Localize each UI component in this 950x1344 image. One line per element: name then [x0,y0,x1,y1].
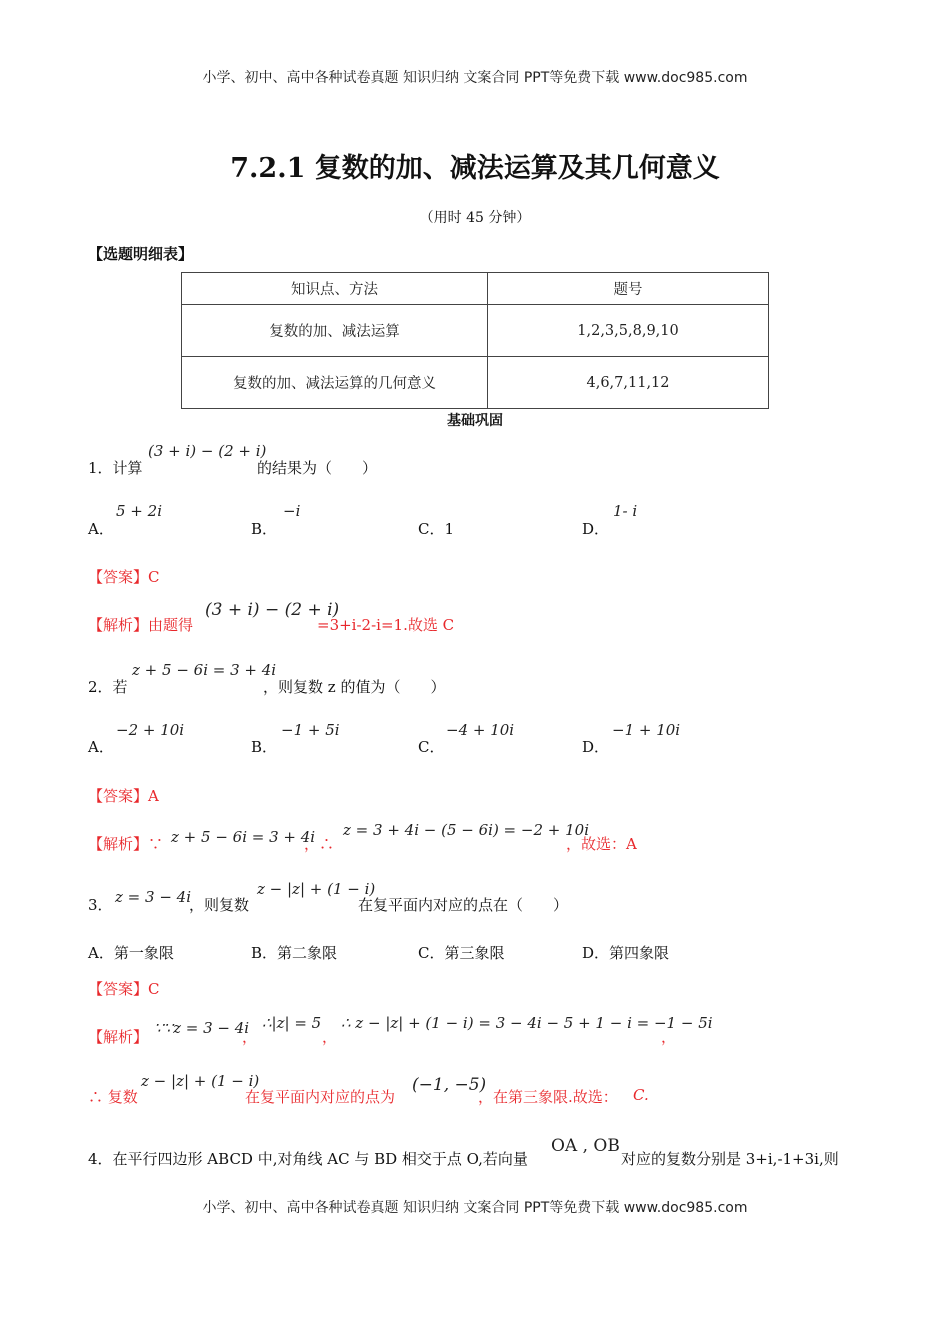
q1-number: 1．计算 [88,459,143,477]
q2-analysis-expression-1: z + 5 − 6i = 3 + 4i [171,828,316,846]
q2-option-b-math: −1 + 5i [281,721,340,739]
q2-option-d-label: D． [582,738,610,756]
q3-stem-mid: ，则复数 [189,896,250,914]
q1-option-b-label: B． [251,520,278,538]
q3-analysis-label: 【解析】 [88,1028,149,1046]
table-cell: 4,6,7,11,12 [488,357,769,409]
q3-option-b: B．第二象限 [251,944,338,962]
q3-analysis-line1-expr3: ∴ z − |z| + (1 − i) = 3 − 4i − 5 + 1 − i = −1 − 5i [341,1014,713,1032]
q3-analysis-line2-mid: 在复平面内对应的点为 [245,1088,396,1106]
q3-analysis-line2-choice: C. [633,1086,649,1104]
q2-stem-tail: ，则复数 z 的值为（ ） [263,678,446,696]
q3-stem-tail: 在复平面内对应的点在（ ） [358,896,569,914]
q1-expression: (3 + i) − (2 + i) [148,442,267,460]
q1-analysis-expression: (3 + i) − (2 + i) [205,600,340,620]
q1-option-d-label: D． [582,520,610,538]
table-cell: 复数的加、减法运算 [182,305,488,357]
table-header-cell: 知识点、方法 [182,273,488,305]
q2-option-a-label: A． [88,738,114,756]
q1-analysis-tail: =3+i-2-i=1.故选 C [317,616,455,634]
q2-option-c-label: C． [418,738,445,756]
q4-text-end: 对应的复数分别是 3+i,-1+3i,则 [621,1150,839,1168]
q1-option-b-math: −i [283,502,301,520]
q3-analysis-line2-expr: z − |z| + (1 − i) [141,1072,260,1090]
page-footer: 小学、初中、高中各种试卷真题 知识归纳 文案合同 PPT等免费下载 www.doc985.com [202,1200,748,1216]
q2-option-d-math: −1 + 10i [612,721,681,739]
table-row [182,357,769,409]
q2-answer: 【答案】A [88,787,159,805]
table-header-row [182,273,769,305]
q4-vectors: OA , OB [551,1136,620,1156]
page-header: 小学、初中、高中各种试卷真题 知识归纳 文案合同 PPT等免费下载 www.doc985.com [202,70,748,86]
q3-option-a: A．第一象限 [88,944,174,962]
section-heading: 基础巩固 [447,413,503,429]
table-header-cell: 题号 [488,273,769,305]
q1-option-a-label: A． [88,520,114,538]
q2-number: 2．若 [88,678,128,696]
q2-analysis-separator: ，∴ [304,835,335,853]
table-row [182,305,769,357]
q3-number: 3． [88,896,113,914]
q3-analysis-line1-comma2: ， [322,1028,338,1046]
q3-analysis-line2-conclusion: ，在第三象限.故选： [478,1088,618,1106]
q3-analysis-line2-point: (−1, −5) [412,1075,487,1095]
q3-expression-1: z = 3 − 4i [115,888,191,906]
table-cell: 1,2,3,5,8,9,10 [488,305,769,357]
q3-option-c: C．第三象限 [418,944,505,962]
q1-option-d-math: 1- i [613,502,638,520]
q2-expression: z + 5 − 6i = 3 + 4i [132,661,277,679]
q2-analysis-tail: ，故选：A [566,835,637,853]
table-cell: 复数的加、减法运算的几何意义 [182,357,488,409]
q1-option-c-label: C．1 [418,520,455,538]
detail-label: 【选题明细表】 [88,245,194,263]
q3-option-d: D．第四象限 [582,944,670,962]
topic-table [181,272,769,409]
q3-analysis-line1-comma3: ， [661,1028,677,1046]
q3-analysis-line1-comma1: ， [242,1028,258,1046]
q2-option-b-label: B． [251,738,278,756]
q4-text-start: 4．在平行四边形 ABCD 中,对角线 AC 与 BD 相交于点 O,若向量 [88,1150,528,1168]
q1-stem-tail: 的结果为（ ） [257,459,378,477]
q2-analysis-label: 【解析】∵ [88,835,164,853]
q1-option-a-math: 5 + 2i [116,502,162,520]
q1-answer: 【答案】C [88,568,160,586]
q3-analysis-line1-expr2: ∴|z| = 5 [262,1014,322,1032]
q3-analysis-line1-expr1: ∵∵z = 3 − 4i [154,1019,250,1037]
q3-answer: 【答案】C [88,980,160,998]
q2-analysis-expression-2: z = 3 + 4i − (5 − 6i) = −2 + 10i [343,821,589,839]
time-note: （用时 45 分钟） [419,210,531,226]
page-title: 7.2.1 复数的加、减法运算及其几何意义 [230,153,720,184]
q3-expression-2: z − |z| + (1 − i) [257,880,376,898]
q2-option-c-math: −4 + 10i [446,721,515,739]
q3-analysis-line2-start: ∴ 复数 [88,1088,138,1106]
q2-option-a-math: −2 + 10i [116,721,185,739]
q1-analysis-label: 【解析】由题得 [88,616,194,634]
